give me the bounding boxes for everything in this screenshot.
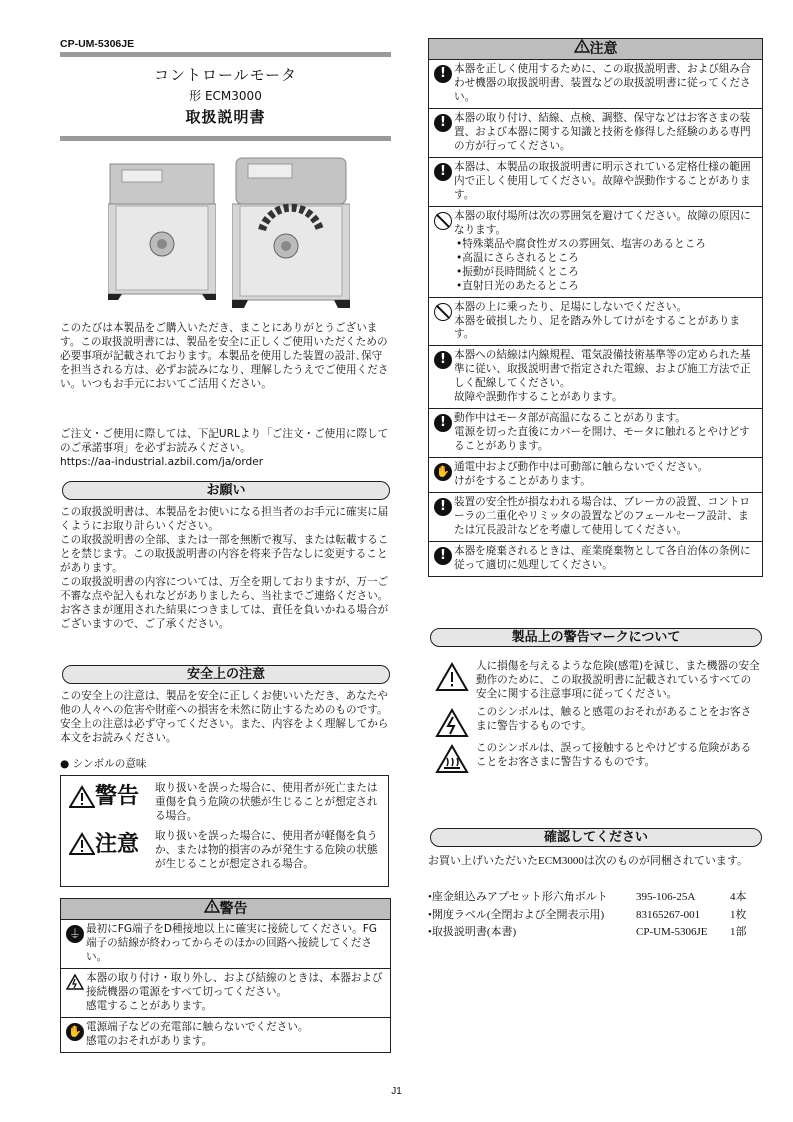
package-item-qty: 1枚 xyxy=(730,908,747,921)
product-marks-list xyxy=(428,660,761,778)
notice-text: 本器は、本製品の取扱説明書に明示されている定格仕様の範囲内で正しく使用してください。故障や誤動作することがあります。 xyxy=(454,160,751,201)
notice-text: 通電中および動作中は可動部に触らないでください。 けがをすることがあります。 xyxy=(454,461,709,488)
notice-text: 本器を廃棄されるときは、産業廃棄物として各自治体の条例に従って適切に処理してください。 xyxy=(454,545,751,572)
page-number: J1 xyxy=(391,1086,402,1097)
notice-icon-cell xyxy=(64,1021,86,1049)
no-touch-icon: ✋ xyxy=(434,463,452,481)
intro-paragraph: このたびは本製品をご購入いただき、まことにありがとうございます。この取扱説明書には、製品を安全に正しくご使用いただくための必要事項が記載されております。本製品を使用した装置の設計､保守を担当される方は、必ずお読みになり、理解したうえでご使用ください。いつもお手元においてご活用ください。 xyxy=(60,322,389,390)
onegai-para: お客さまが運用された結果につきましては、責任を負いかねる場合がございますので、ご了承ください。 xyxy=(60,603,389,630)
caution-triangle-icon xyxy=(574,39,590,53)
notice-row xyxy=(429,345,762,408)
warning-triangle-icon xyxy=(428,660,476,702)
no-touch-icon: ✋ xyxy=(66,1023,84,1041)
product-mark-text: このシンボルは、触ると感電のおそれがあることをお客さまに警告するものです。 xyxy=(476,705,752,732)
product-mark-row xyxy=(428,706,761,738)
package-list xyxy=(428,890,761,943)
notice-bullet: •直射日光のあたるところ xyxy=(456,279,579,292)
package-item-code: 83165267-001 xyxy=(636,908,701,921)
notice-row xyxy=(61,968,390,1017)
warning-meaning: 取り扱いを誤った場合に、使用者が死亡または重傷を負う危険の状態が生じることが想定される場合。 xyxy=(155,782,378,822)
top-rule xyxy=(60,52,391,57)
safety-heading: 安全上の注意 xyxy=(62,665,390,684)
model-title: 形 ECM3000 xyxy=(189,88,262,103)
symbol-heading: ● シンボルの意味 xyxy=(60,758,147,770)
notice-icon-cell xyxy=(432,63,454,105)
title-rule xyxy=(60,136,391,141)
warning-symbol xyxy=(69,782,155,811)
caution-triangle-icon xyxy=(69,832,95,856)
product-mark-row xyxy=(428,742,761,774)
product-marks-heading: 製品上の警告マークについて xyxy=(430,628,762,647)
notice-bullet: •振動が長時間続くところ xyxy=(456,265,579,278)
caution-box xyxy=(428,38,763,577)
notice-icon-cell xyxy=(432,161,454,203)
package-item-code: 395-106-25A xyxy=(636,891,696,903)
notice-row xyxy=(61,1017,390,1052)
manual-title: 取扱説明書 xyxy=(185,107,266,126)
confirm-lead: お買い上げいただいたECM3000は次のものが同梱されています。 xyxy=(428,855,748,867)
notice-icon-cell xyxy=(432,496,454,538)
notice-row xyxy=(429,408,762,457)
notice-icon-cell xyxy=(432,545,454,573)
ground-icon: ⏚ xyxy=(66,925,84,943)
notice-text: 動作中はモータ部が高温になることがあります。 電源を切った直後にカバーを開け、モータに触れるとやけどすることがあります。 xyxy=(454,412,750,453)
exclamation-icon: ! xyxy=(434,498,452,516)
onegai-para: この取扱説明書の内容については、万全を期しておりますが、万一ご不審な点や記入もれなどがありましたら、当社までご連絡ください。 xyxy=(60,575,389,602)
caution-meaning: 取り扱いを誤った場合に、使用者が軽傷を負うか、または物的損害のみが発生する危険の状態が生じることが想定される場合。 xyxy=(155,829,378,870)
caution-box-title: 注意 xyxy=(429,39,762,60)
notice-bullet: •高温にさらされるところ xyxy=(456,251,579,264)
notice-icon-cell xyxy=(432,210,454,294)
safety-text: この安全上の注意は、製品を安全に正しくお使いいただき、あなたや他の人々への危害や財産への損害を未然に防止するためのものです。安全上の注意は必ず守ってください。また、内容をよく理解してから本文をお読みください。 xyxy=(60,690,389,744)
notice-text: 本器への結線は内線規程、電気設備技術基準等の定められた基準に従い、取扱説明書で指定された電線、および施工方法で正しく配線してください。 故障や誤動作することがあります。 xyxy=(454,349,751,404)
confirm-heading: 確認してください xyxy=(430,828,762,847)
notice-icon-cell xyxy=(432,349,454,405)
exclamation-icon: ! xyxy=(434,414,452,432)
notice-row xyxy=(429,60,762,108)
product-mark-row xyxy=(428,660,761,702)
onegai-body xyxy=(60,506,391,632)
warning-box xyxy=(60,898,391,1053)
order-note: ご注文・ご使用に際しては、下記URLより「ご注文・ご使用に際してのご承諾事項」を必ずお読みください。 xyxy=(60,428,389,454)
notice-text: 本器の取り付け、結線、点検、調整、保守などはお客さまの装置、および本器に関する知識と技術を修得した経験のある専門の方が行ってください。 xyxy=(454,111,751,152)
warning-symbol-row xyxy=(69,782,382,824)
notice-text: 本器の取り付け・取り外し、および結線のときは、本器および接続機器の電源をすべて切ってください。 感電することがあります。 xyxy=(86,971,383,1012)
caution-label: 注意 xyxy=(95,831,140,857)
notice-text: 最初にFG端子をD種接地以上に確実に接続してください。FG端子の結線が終わってからそのほかの回路へ接続してください。 xyxy=(86,923,378,963)
notice-row xyxy=(429,297,762,346)
package-item-code: CP-UM-5306JE xyxy=(636,926,708,939)
notice-text: 本器を正しく使用するために、この取扱説明書、および組み合わせ機器の取扱説明書、装置などの取扱説明書に従ってください。 xyxy=(454,63,751,103)
exclamation-icon: ! xyxy=(434,114,452,132)
title-block xyxy=(60,66,391,127)
notice-row xyxy=(61,920,390,968)
prohibited-icon xyxy=(434,212,452,230)
electric-shock-icon xyxy=(428,706,476,738)
onegai-para: この取扱説明書は、本製品をお使いになる担当者のお手元に確実に届くようにお取り計らいください。 xyxy=(60,506,389,532)
caution-symbol xyxy=(69,830,155,859)
notice-icon-cell xyxy=(432,301,454,343)
exclamation-icon: ! xyxy=(434,547,452,565)
notice-icon-cell xyxy=(432,112,454,154)
onegai-heading: お願い xyxy=(62,481,390,500)
notice-bullet: •特殊薬品や腐食性ガスの雰囲気、塩害のあるところ xyxy=(456,237,706,250)
exclamation-icon: ! xyxy=(434,163,452,181)
package-item-qty: 4本 xyxy=(730,891,747,903)
notice-text: 装置の安全性が損なわれる場合は、ブレーカの設置、コントローラの二重化やリミッタの設置などのフェールセーフ設計、または冗長設計などを考慮して使用してください。 xyxy=(454,496,750,537)
exclamation-icon: ! xyxy=(434,65,452,83)
notice-row xyxy=(429,157,762,206)
notice-row xyxy=(429,492,762,541)
document-id: CP-UM-5306JE xyxy=(60,38,135,50)
notice-text: 本器の上に乗ったり、足場にしないでください。 本器を破損したり、足を踏み外してけがをすることがあります。 xyxy=(454,300,741,341)
notice-icon-cell xyxy=(432,461,454,489)
package-item xyxy=(428,925,761,940)
package-item xyxy=(428,908,761,923)
product-title: コントロールモータ xyxy=(153,66,298,84)
package-item-name: •座金組込みアプセット形六角ボルト xyxy=(428,891,608,903)
warning-label: 警告 xyxy=(95,784,140,809)
caution-symbol-row xyxy=(69,830,382,872)
notice-row xyxy=(429,457,762,492)
hot-surface-icon xyxy=(428,742,476,774)
prohibited-icon xyxy=(434,303,452,321)
package-item-name: •取扱説明書(本書) xyxy=(428,926,517,939)
package-item xyxy=(428,890,761,905)
product-mark-text: このシンボルは、誤って接触するとやけどする危険があることをお客さまに警告するものです。 xyxy=(476,741,752,768)
symbol-meaning-box xyxy=(60,775,389,887)
notice-icon-cell xyxy=(64,972,86,1014)
package-item-name: •開度ラベル(全閉および全開表示用) xyxy=(428,908,605,921)
notice-row xyxy=(429,541,762,576)
notice-text: 本器の取付場所は次の雰囲気を避けてください。故障の原因になります。 •特殊薬品や腐食性ガスの雰囲気、塩害のあるところ •高温にさらされるところ •振動が長時間続くところ •直射日光のあたるところ xyxy=(454,210,759,294)
order-url[interactable]: https://aa-industrial.azbil.com/ja/order xyxy=(60,456,264,468)
notice-icon-cell xyxy=(432,412,454,454)
shock-icon xyxy=(66,974,84,990)
warning-box-title: 警告 xyxy=(61,899,390,920)
exclamation-icon: ! xyxy=(434,351,452,369)
notice-row xyxy=(429,108,762,157)
notice-icon-cell xyxy=(64,923,86,965)
product-photo-right xyxy=(232,150,350,308)
warning-triangle-icon xyxy=(69,785,95,809)
notice-row xyxy=(429,206,762,297)
notice-text: 電源端子などの充電部に触らないでください。 感電のおそれがあります。 xyxy=(86,1020,309,1047)
product-photo-left xyxy=(108,154,216,300)
warning-triangle-icon xyxy=(204,899,220,913)
package-item-qty: 1部 xyxy=(730,926,747,939)
product-mark-text: 人に損傷を与えるような危険(感電)を減じ、また機器の安全動作のために、この取扱説明書に記載されているすべての安全に関する注意事項に従ってください。 xyxy=(476,660,760,700)
onegai-para: この取扱説明書の全部、または一部を無断で複写、または転載することを禁じます。この取扱説明書の内容を将来予告なしに変更することがあります。 xyxy=(60,533,389,574)
